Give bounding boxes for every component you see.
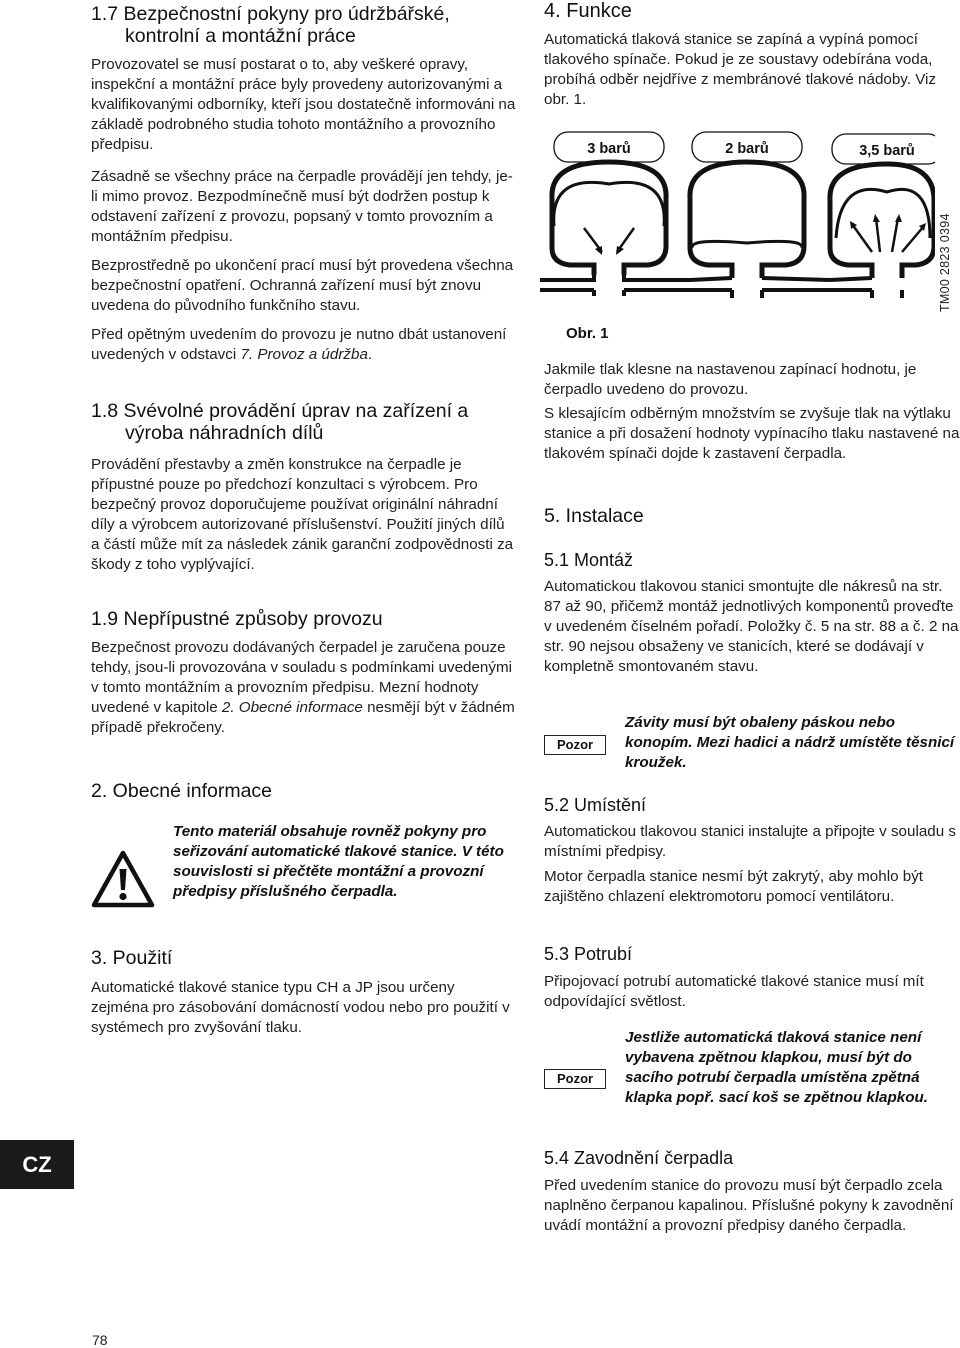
section-1-9-body [91,638,516,738]
section-5-2-heading [544,794,960,816]
page-number: 78 [92,1332,108,1348]
caution-text: Jestliže automatická tlaková stanice není vybavena zpětnou klapkou, musí být do sacího potrubí čerpadla umístěna zpětná klapka popř. sací koš se zpětnou klapkou. [625,1029,929,1106]
text-run: Před opětným uvedením do provozu je nutno dbát ustanovení uvedených v odstavci [91,326,507,363]
section-5-1-heading [544,549,960,571]
heading-line-1: Svévolné provádění úprav na zařízení a [123,400,469,422]
paragraph: Automatická tlaková stanice se zapíná a vypíná pomocí tlakového spínače. Pokud je ze soustavy odebírána voda, probíhá odběr nejdříve z membránové tlakové nádoby. Viz obr. 1. [544,31,937,108]
section-5-3-heading [544,943,960,965]
paragraph: Připojovací potrubí automatické tlakové stanice musí mít odpovídající světlost. [544,973,924,1010]
tank-2 [690,132,830,298]
tank-3-label: 3,5 barů [859,143,915,159]
heading-line-1: Bezpečnostní pokyny pro údržbářské, [123,3,450,25]
section-5-2-body [544,822,960,907]
section-number: 1.9 [91,608,119,630]
section-5-1-body [544,577,960,677]
heading-title: 5.2 Umístění [544,795,647,815]
paragraph [91,638,516,738]
figure-caption: Obr. 1 [566,325,609,342]
section-3-body [91,978,516,1038]
paragraph: Automatickou tlakovou stanici instalujte a připojte v souladu s místními předpisy. [544,823,956,860]
tank-2-label: 2 barů [725,141,769,157]
heading-title: 4. Funkce [544,0,632,22]
section-5-4-heading [544,1147,960,1169]
heading-title: Nepřípustné způsoby provozu [123,608,383,630]
tank-1-label: 3 barů [587,141,631,157]
caution-block-2 [544,1028,960,1128]
tank-1 [540,132,690,296]
paragraph: Provádění přestavby a změn konstrukce na čerpadle je přípustné pouze po předchozí konzultaci s výrobcem. Pro bezpečný provoz doporučujeme používat originální náhradní díly a výrobcem autorizované příslušenství. Použití jiných dílů a částí může mít za následek zánik garanční zodpovědnosti za škody z toho vyplývající. [91,456,514,573]
section-5-3-body [544,972,960,1012]
heading-title: 5.4 Zavodnění čerpadla [544,1148,734,1168]
section-1-9-heading [91,608,516,630]
tank-3 [830,134,935,298]
section-1-8-body [91,455,516,575]
heading-title: 3. Použití [91,947,173,969]
paragraph: S klesajícím odběrným množstvím se zvyšuje tlak na výtlaku stanice a při dosažení hodnoty vypínacího tlaku nastavené na tlakovém spínači dojde k zastavení čerpadla. [544,405,960,462]
paragraph: Motor čerpadla stanice nesmí být zakrytý, aby mohlo být zajištěno chlazení elektromotoru pomocí ventilátoru. [544,868,924,905]
text-run: . [367,346,373,363]
paragraph: Bezprostředně po ukončení prací musí být provedena všechna bezpečnostní opatření. Ochranná zařízení musí být znovu uvedena do původního funkčního stavu. [91,257,514,314]
section-5-4-body [544,1176,960,1236]
cross-reference: 2. Obecné informace [221,699,363,716]
paragraph: Automatické tlakové stanice typu CH a JP jsou určeny zejména pro zásobování domácností vodou nebo pro použití v systémech pro zvyšování tlaku. [91,979,510,1036]
heading-title: 2. Obecné informace [91,780,273,802]
warning-triangle-icon [91,850,155,908]
section-1-7-heading [91,3,516,47]
section-3-heading [91,947,516,969]
caution-text: Závity musí být obaleny páskou nebo konopím. Mezi hadici a nádrž umístěte těsnicí kroužek. [625,714,955,771]
heading-title: 5.1 Montáž [544,550,634,570]
caution-block-1 [544,713,960,773]
section-1-8-heading [91,400,516,444]
pressure-tank-figure [540,128,935,333]
heading-line-2: kontrolní a montážní práce [125,25,356,47]
paragraph: Jakmile tlak klesne na nastavenou zapínací hodnotu, je čerpadlo uvedeno do provozu. [544,361,917,398]
section-5-heading [544,505,960,527]
caution-badge: Pozor [544,735,606,755]
paragraph: Před uvedením stanice do provozu musí být čerpadlo zcela naplněno čerpanou kapalinou. Příslušné pokyny k zavodnění uvádí montážní a provozní předpisy daného čerpadla. [544,1177,954,1234]
paragraph: Automatickou tlakovou stanici smontujte dle nákresů na str. 87 až 90, přičemž montáž jednotlivých komponentů proveďte v uvedeném číselném pořadí. Položky č. 5 na str. 88 a č. 2 na str. 90 nejsou obsaženy ve stanicích, které se dodávají v kompletně smontovaném stavu. [544,578,959,675]
heading-title: 5. Instalace [544,505,644,527]
section-4-heading [544,0,960,22]
section-4-intro [544,30,960,110]
text-run: nesmějí být v žádném případě překročeny. [91,699,515,736]
language-tab: CZ [0,1140,74,1189]
paragraph: Zásadně se všechny práce na čerpadle provádějí jen tehdy, je- li mimo provoz. Bezpodmínečně musí být dodržen postup k odstavení zařízení z provozu, popsaný v tomto provozním a montážním předpisu. [91,168,513,245]
cross-reference: 7. Provoz a údržba [240,346,368,363]
figure-id: TM00 2823 0394 [938,213,952,312]
section-number: 1.8 [91,400,119,422]
paragraph: Provozovatel se musí postarat o to, aby veškeré opravy, inspekční a montážní práce byly provedeny autorizovanými a kvalifikovanými odborníky, kteří jsou dostatečně informováni na základě podrobného studia tohoto montážního a provozního předpisu. [91,56,516,153]
caution-badge: Pozor [544,1069,606,1089]
section-4-body [544,360,960,464]
section-2-heading [91,780,516,802]
text-run: Bezpečnost provozu dodávaných čerpadel je zaručena pouze tehdy, jsou-li provozována v souladu s podmínkami uvedenými v tomto montážním a provozním předpisu. Mezní hodnoty uvedené v kapitole [91,639,512,716]
paragraph [91,325,516,365]
section-1-7-body [91,55,516,365]
section-number: 1.7 [91,3,119,25]
warning-text: Tento materiál obsahuje rovněž pokyny pro seřizování automatické tlakové stanice. V této souvislosti si přečtěte montážní a provozní předpisy příslušného čerpadla. [173,823,504,900]
heading-title: 5.3 Potrubí [544,944,633,964]
heading-line-2: výroba náhradních dílů [125,422,324,444]
